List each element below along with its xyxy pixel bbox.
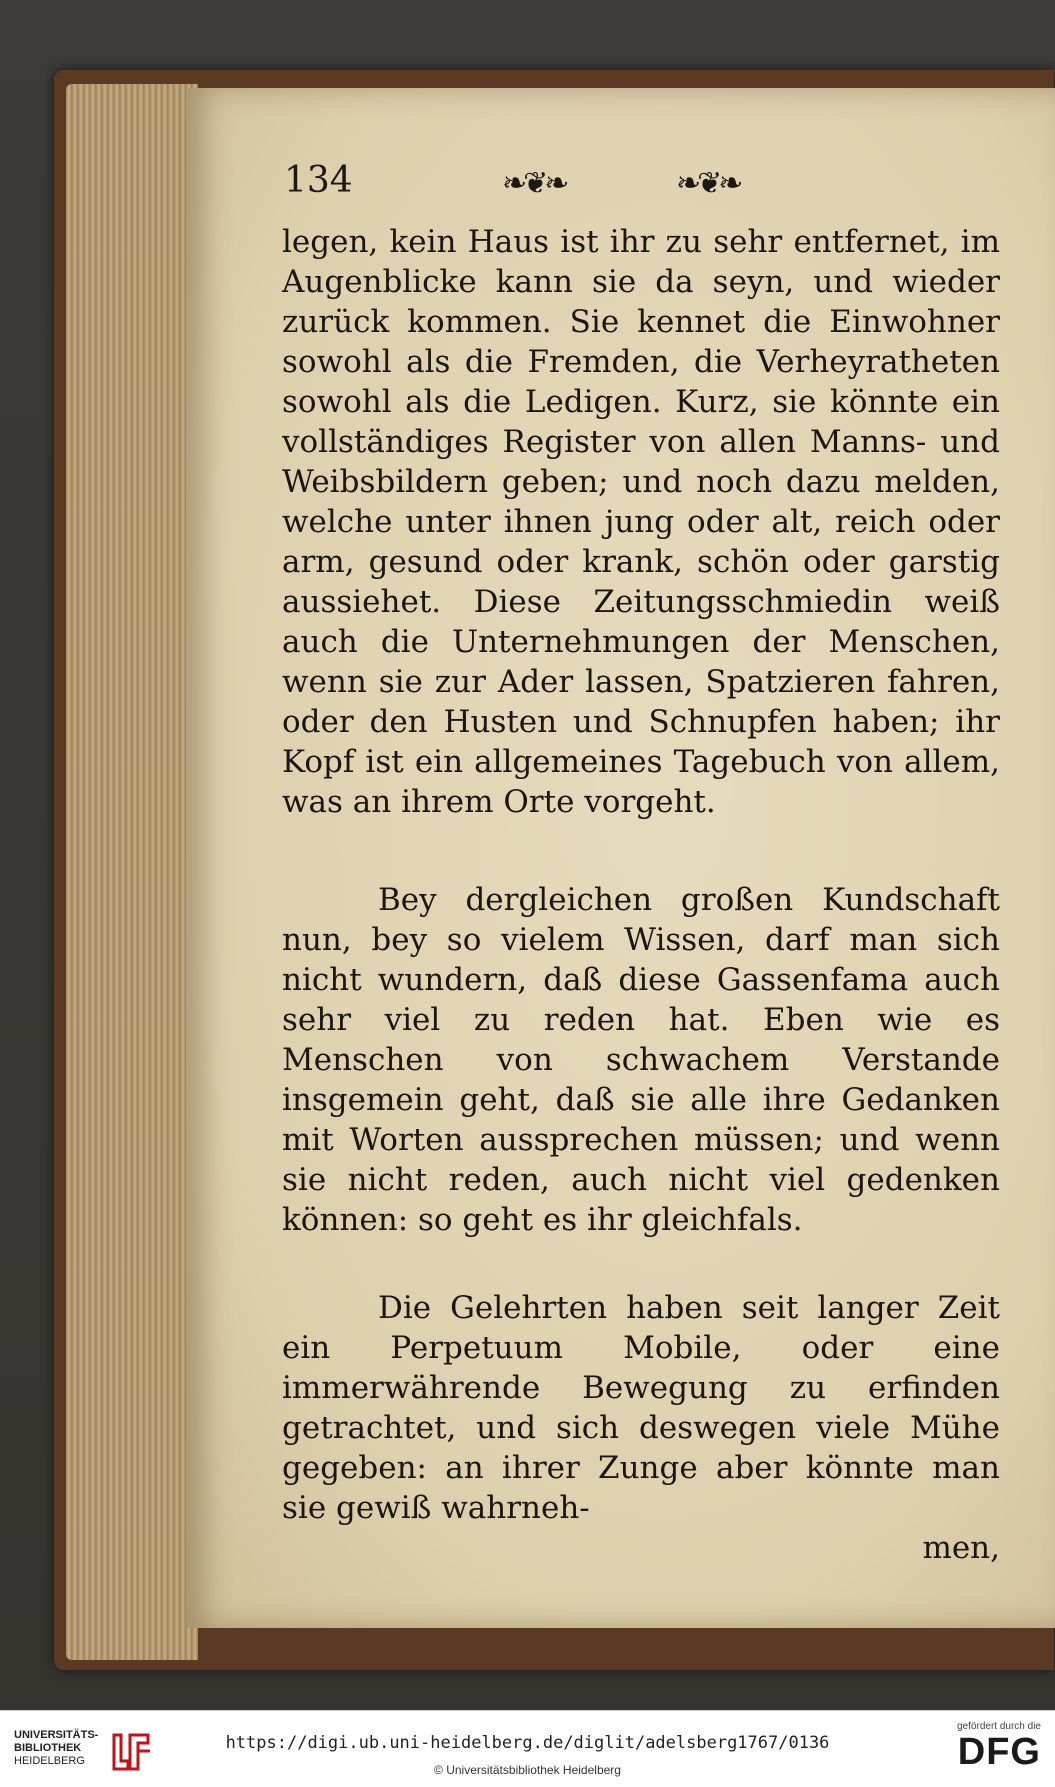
library-name-line1: UNIVERSITÄTS-: [14, 1729, 99, 1741]
funding-text: gefördert durch die: [957, 1721, 1041, 1732]
catchword: men,: [922, 1530, 1000, 1566]
library-name-line2: BIBLIOTHEK: [14, 1742, 82, 1754]
dfg-logo: DFG: [957, 1731, 1041, 1773]
viewer-footer: [0, 1710, 1055, 1787]
page-number: 134: [284, 160, 353, 201]
funding-logo[interactable]: [921, 1721, 1041, 1781]
library-name-line3: HEIDELBERG: [14, 1755, 85, 1767]
paragraph-1: legen, kein Haus ist ihr zu sehr entfernet, im Augenblicke kann sie da seyn, und wieder zurück kommen. Sie kennet die Einwohner sowohl als die Fremden, die Verheyratheten sowohl als die Ledigen. Kurz, sie könnte ein vollständiges Register von allen Manns- und Weibsbildern geben; und noch dazu melden, welche unter ihnen jung oder alt, reich oder arm, gesund oder krank, schön oder garstig aussiehet. Diese Zeitungsschmiedin weiß auch die Unternehmungen der Menschen, wenn sie zur Ader lassen, Spatzieren fahren, oder den Husten und Schnupfen haben; ihr Kopf ist ein allgemeines Tagebuch von allem, was an ihrem Orte vorgeht.: [282, 224, 1000, 820]
header-ornament-right: ❧❦❧: [676, 166, 740, 201]
copyright-notice: © Universitätsbibliothek Heidelberg: [434, 1763, 621, 1777]
page-text: [282, 222, 1000, 1568]
page-header: [284, 160, 1024, 210]
paragraph-2: Bey dergleichen großen Kundschaft nun, bey so vielem Wissen, darf man sich nicht wundern, daß diese Gassenfama auch sehr viel zu reden hat. Eben wie es Menschen von schwachem Verstande insgemein geht, daß sie alle ihre Gedanken mit Worten aussprechen müssen; und wenn sie nicht reden, auch nicht viel gedenken können: so geht es ihr gleichfals.: [282, 882, 1000, 1238]
page-edges: [66, 84, 198, 1660]
header-ornament-left: ❧❦❧: [502, 166, 566, 201]
paragraph-3: Die Gelehrten haben seit langer Zeit ein Perpetuum Mobile, oder eine immerwährende Bewegung zu erfinden getrachtet, und sich deswegen viele Mühe gegeben: an ihrer Zunge aber könnte man sie gewiß wahrneh-: [282, 1290, 1000, 1526]
permalink-url[interactable]: https://digi.ub.uni-heidelberg.de/diglit/adelsberg1767/0136: [225, 1733, 830, 1753]
